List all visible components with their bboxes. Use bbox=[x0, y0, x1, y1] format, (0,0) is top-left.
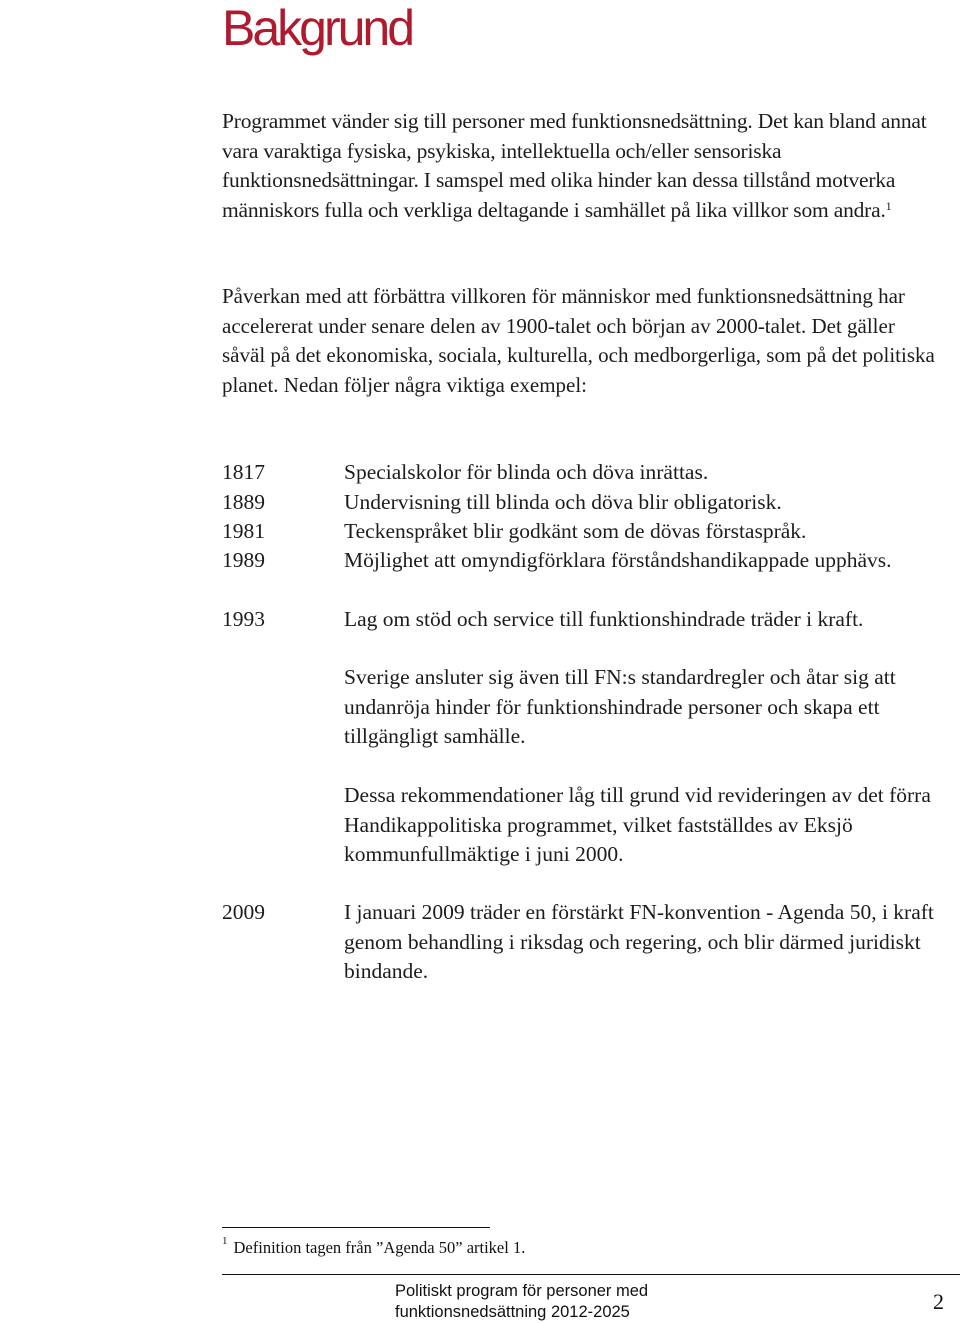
intro-text: Programmet vänder sig till personer med funktionsnedsättning. Det kan bland annat vara varaktiga fysiska, psykiska, intellektuella och/eller sensoriska funktionsnedsättningar. I samspel med olika hinder kan dessa tillstånd motverka människors fulla och verkliga deltagande i samhället på lika villkor som andra. bbox=[222, 109, 927, 222]
footnote-divider bbox=[222, 1227, 490, 1228]
timeline-year: 1981 bbox=[222, 519, 265, 543]
timeline-event: Undervisning till blinda och döva blir obligatorisk. bbox=[344, 490, 782, 514]
footer-title: Politiskt program för personer med funktionsnedsättning 2012-2025 bbox=[395, 1282, 649, 1321]
footnote bbox=[222, 1235, 526, 1258]
timeline-year: 1993 bbox=[222, 607, 265, 631]
footnote-reference[interactable]: 1 bbox=[885, 198, 892, 213]
timeline-year: 1817 bbox=[222, 460, 265, 484]
timeline-event: I januari 2009 träder en förstärkt FN-konvention - Agenda 50, i kraft genom behandling i riksdag och regering, och blir därmed juridiskt bindande. bbox=[344, 900, 934, 983]
note-paragraph: Dessa rekommendationer låg till grund vid revideringen av det förra Handikappolitiska programmet, vilket fastställdes av Eksjö kommunfullmäktige i juni 2000. bbox=[344, 783, 931, 866]
footnote-number: 1 bbox=[222, 1235, 228, 1247]
timeline-event: Teckenspråket blir godkänt som de dövas förstaspråk. bbox=[344, 519, 807, 543]
footnote-text: Definition tagen från ”Agenda 50” artikel 1. bbox=[233, 1238, 526, 1257]
timeline-year: 1889 bbox=[222, 490, 265, 514]
page-title: Bakgrund bbox=[222, 0, 413, 56]
timeline-event: Lag om stöd och service till funktionshindrade träder i kraft. bbox=[344, 607, 864, 631]
timeline-year: 1989 bbox=[222, 548, 265, 572]
history-paragraph: Påverkan med att förbättra villkoren för människor med funktionsnedsättning har accelererat under senare delen av 1900-talet och början av 2000-talet. Det gäller såväl på det ekonomiska, sociala, kulturella, och medborgerliga, som på det politiska planet. Nedan följer några viktiga exempel: bbox=[222, 284, 935, 397]
timeline-event: Specialskolor för blinda och döva inrättas. bbox=[344, 460, 709, 484]
timeline-event: Möjlighet att omyndigförklara förståndshandikappade upphävs. bbox=[344, 548, 892, 572]
timeline-year: 2009 bbox=[222, 900, 265, 924]
footer-divider bbox=[222, 1274, 960, 1275]
note-paragraph: Sverige ansluter sig även till FN:s standardregler och åtar sig att undanröja hinder för funktionshindrade personer och skapa ett tillgängligt samhälle. bbox=[344, 665, 896, 748]
page-number: 2 bbox=[933, 1289, 944, 1314]
intro-paragraph bbox=[222, 107, 960, 225]
